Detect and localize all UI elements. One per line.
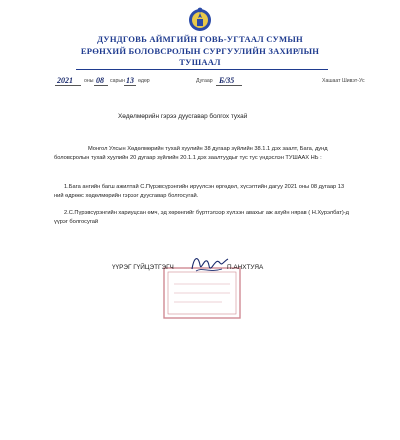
header-line-3: ТУШААЛ xyxy=(179,57,221,67)
signer-title: ҮҮРЭГ ГҮЙЦЭТГЭГЧ xyxy=(112,264,174,271)
date-day-suffix: өдөр xyxy=(138,78,150,84)
handwritten-signature xyxy=(188,251,232,277)
date-month-suffix: сарын xyxy=(110,78,125,84)
month-underline xyxy=(94,85,108,86)
body-paragraph-1: Монгол Улсын Хөдөлмөрийн тухай хуулийн 38 дугаар зүйлийн 38.1.1 дэх заалт, Бага, дунд боловсролын тухай хуулийн 20 дугаар зүйлийн 20.1.1 дэх заалтуудыг тус тус үндэслэн ТУШААХ НЬ : xyxy=(54,146,328,161)
date-day: 13 xyxy=(126,76,134,85)
year-underline xyxy=(55,85,81,86)
signer-name: П.АНХТУЯА xyxy=(227,264,264,271)
document-subject: Хөдөлмөрийн гэрээ дуусгавар болгох тухай xyxy=(118,113,248,120)
day-underline xyxy=(124,85,136,86)
header-line-1: ДУНДГОВЬ АЙМГИЙН ГОВЬ-УГТААЛ СУМЫН xyxy=(97,34,303,44)
date-month: 08 xyxy=(96,76,104,85)
body-paragraph-2: 1.Бага ангийн багш ажилтай С.Пүрэвсүрэнгийн ирүүлсэн өргөдөл, хүсэлтийн дагуу 2021 оны 08 дугаар 13 ний өдрөөс хөдөлмөрийн гэрээг дуусгавар болгосугай. xyxy=(54,184,345,199)
place-name: Хашаат Шивэт-Ус xyxy=(322,78,365,84)
header-line-2: ЕРӨНХИЙ БОЛОВСРОЛЫН СУРГУУЛИЙН ЗАХИРЛЫН xyxy=(80,46,320,56)
date-year-suffix: оны xyxy=(84,78,94,84)
header-divider xyxy=(76,69,328,70)
order-number: Б/35 xyxy=(219,76,235,85)
state-emblem-icon xyxy=(188,6,212,34)
date-year: 2021 xyxy=(57,76,73,85)
body-paragraph-3: 2.С.Пүрэвсүрэнгийн хариуцсан өмч, эд хөрөнгийг бүртгэлээр хүлээн авахыг аж ахуйн нярав ( Н.Хурэлбат)-д үүрэг болгосугай xyxy=(54,210,349,225)
number-underline xyxy=(216,85,242,86)
order-number-label: Дугаар xyxy=(196,78,213,84)
